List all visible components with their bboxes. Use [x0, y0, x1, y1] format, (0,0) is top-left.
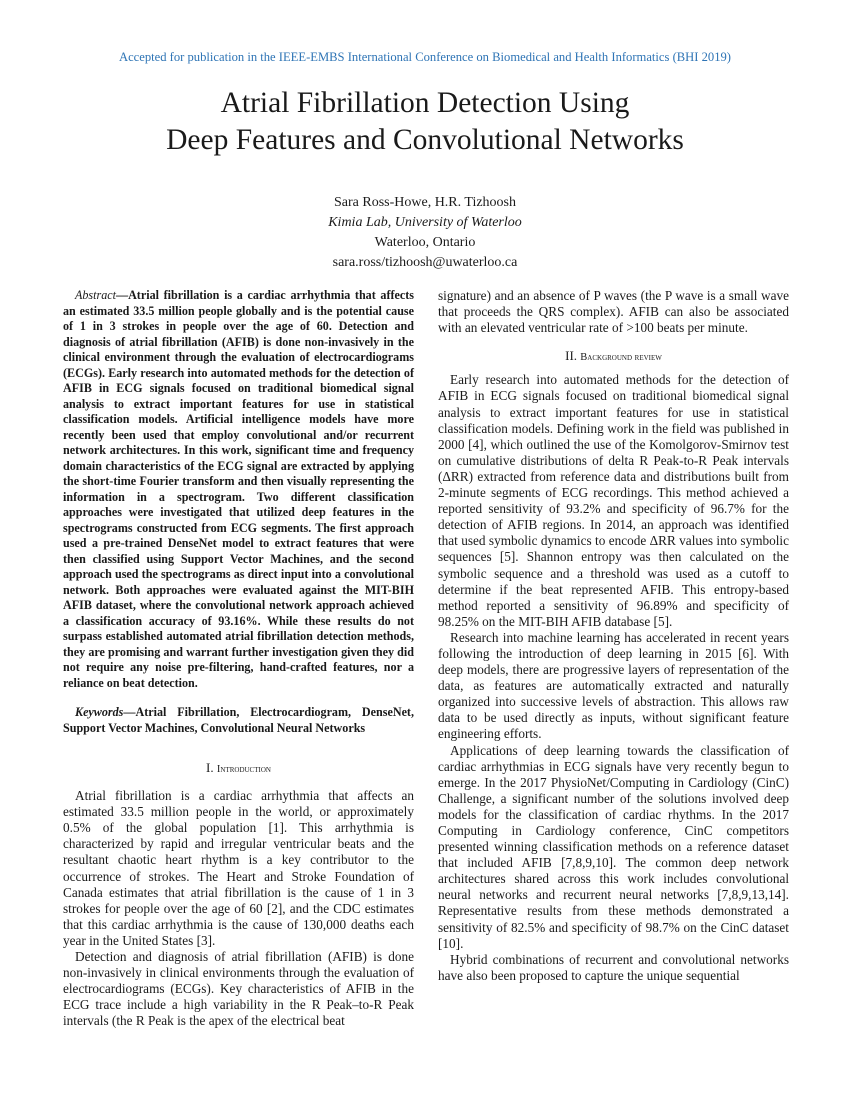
author-email: sara.ross/tizhoosh@uwaterloo.ca — [332, 255, 518, 270]
keywords-text: Atrial Fibrillation, Electrocardiogram, DenseNet, Support Vector Machines, Convolutional Neural Networks — [63, 705, 414, 735]
intro-paragraph-2-continued: signature) and an absence of P waves (the P wave is a small wave that proceeds the QRS complex). AFIB can also be associated with an elevated ventricular rate of >100 beats per minute. — [438, 288, 789, 336]
abstract-dash: — — [115, 288, 129, 302]
right-column — [438, 288, 789, 984]
background-paragraph-2: Research into machine learning has accelerated in recent years following the introduction of deep learning in 2015 [6]. With deep models, there are progressive layers of representation of the data, as features are automatically extracted and naturally organized into successive levels of abstraction. This allows raw data to be used directly as inputs, without significant feature engineering efforts. — [438, 629, 789, 742]
intro-paragraph-1: Atrial fibrillation is a cardiac arrhythmia that affects an estimated 33.5 million people in the world, or approximately 0.5% of the global population [1]. This arrhythmia is characterized by rapid and irregular ventricular beats and the resultant chaotic heart rhythm is a key contributor to the occurrence of strokes. The Heart and Stroke Foundation of Canada estimates that atrial fibrillation is the cause of 1 in 3 strokes for people over the age of 60 [2], and the CDC estimates that this cardiac arrhythmia is the cause of 130,000 deaths each year in the United States [3]. — [63, 788, 414, 948]
title-line-2: Deep Features and Convolutional Networks — [166, 124, 684, 156]
abstract-text: Atrial fibrillation is a cardiac arrhythmia that affects an estimated 33.5 million people globally and is the potential cause of 1 in 3 strokes in people over the age of 60. Detection and diagnosis of atrial fibrillation (AFIB) is done non-invasively in the clinical environment through the evaluation of electrocardiograms (ECGs). Early research into automated methods for the detection of AFIB in ECG signals focused on traditional biomedical signal analysis to extract important features for use in statistical classification models. Artificial intelligence models have more recently been used that employ convolutional and/or recurrent network architectures. In this work, significant time and frequency domain characteristics of the ECG signal are extracted by applying the short-time Fourier transform and then visually representing the information in a spectrogram. Two different classification approaches were investigated that utilized deep features in the spectrograms constructed from ECG segments. The first approach used a pre-trained DenseNet model to extract features that were then classified using Support Vector Machines, and the second approach used the spectrograms as direct input into a convolutional network. Both approaches were evaluated against the MIT-BIH AFIB dataset, where the convolutional network approach achieved a classification accuracy of 93.16%. While these results do not surpass established automated atrial fibrillation detection methods, they are promising and warrant further investigation given they did not require any noise pre-filtering, hand-crafted features, nor a reliance on beat detection. — [63, 288, 414, 690]
section-heading-introduction — [63, 760, 414, 778]
section-heading-background — [438, 348, 789, 366]
paper-title — [60, 85, 790, 159]
publication-notice: Accepted for publication in the IEEE-EMBS International Conference on Biomedical and Health Informatics (BHI 2019) — [118, 50, 731, 64]
section-numeral: II. — [565, 348, 578, 364]
intro-paragraph-2: Detection and diagnosis of atrial fibrillation (AFIB) is done non-invasively in clinical environments through the evaluation of electrocardiograms (ECGs). Key characteristics of AFIB in the ECG trace include a high variability in the R Peak–to-R Peak intervals (the R Peak is the apex of the electrical beat — [63, 949, 414, 1029]
section-numeral: I. — [206, 760, 214, 775]
keywords-dash: — — [123, 705, 136, 719]
abstract — [63, 288, 414, 691]
author-block — [0, 193, 850, 273]
author-names: Sara Ross-Howe, H.R. Tizhoosh — [333, 195, 516, 210]
author-affiliation: Kimia Lab, University of Waterloo — [328, 215, 522, 230]
background-paragraph-1: Early research into automated methods for the detection of AFIB in ECG signals focused on traditional biomedical signal analysis to extract important features for use in statistical classification models. Defining work in the field was published in 2000 [4], which outlined the use of the Komolgorov-Smirnov test on cumulative distributions of delta R Peak-to-R Peak intervals (ΔRR) extracted from reference data and distributions built from 2-minute segments of ECG recordings. This method achieved a reported sensitivity of 93.2% and specificity of 96.7% for the detection of AFIB regions. In 2014, an approach was identified that used symbolic dynamics to encode ΔRR values into symbolic sequences [5]. Shannon entropy was then calculated on the symbolic sequence and a threshold was used as a cutoff to determine if the beat represented AFIB. This entropy-based method reported a sensitivity of 96.89% and specificity of 98.25% on the MIT-BIH AFIB database [5]. — [438, 372, 789, 629]
author-location: Waterloo, Ontario — [374, 235, 476, 250]
title-line-1: Atrial Fibrillation Detection Using — [220, 87, 630, 119]
section-title: Background review — [580, 352, 662, 364]
background-paragraph-4: Hybrid combinations of recurrent and convolutional networks have also been proposed to capture the unique sequential — [438, 951, 789, 983]
background-paragraph-3: Applications of deep learning towards the classification of cardiac arrhythmias in ECG signals have very recently begun to emerge. In the 2017 PhysioNet/Computing in Cardiology (CinC) Challenge, a significant number of the solutions involved deep models for the classification of cardiac rhythms. In the 2017 Computing in Cardiology conference, CinC competitors presented winning classification methods on a reference dataset that included AFIB [7,8,9,10]. The common deep network architectures shared across this work includes convolutional neural networks and recurrent neural networks [7,8,9,13,14]. Representative results from these methods demonstrated a sensitivity of 82.5% and specificity of 98.7% on the CinC dataset [10]. — [438, 742, 789, 951]
abstract-label: Abstract — [75, 288, 116, 302]
keywords-label: Keywords — [75, 705, 124, 719]
left-column — [63, 288, 414, 1030]
keywords — [63, 705, 414, 736]
section-title: Introduction — [216, 764, 271, 775]
